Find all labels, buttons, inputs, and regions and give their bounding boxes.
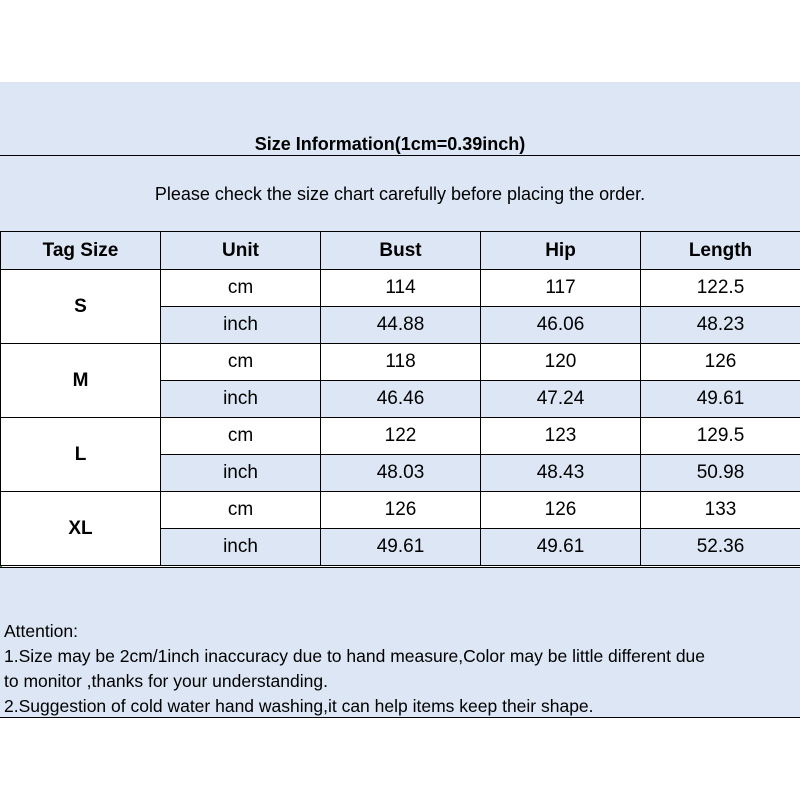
- bust-cell: 114: [321, 270, 481, 307]
- attention-note-1: 1.Size may be 2cm/1inch inaccuracy due to hand measure,Color may be little different due: [4, 646, 706, 666]
- length-cell: 49.61: [641, 381, 800, 418]
- length-cell: 122.5: [641, 270, 800, 307]
- hip-cell: 49.61: [481, 529, 641, 566]
- unit-cell: cm: [161, 344, 321, 381]
- bust-cell: 118: [321, 344, 481, 381]
- size-table: [0, 231, 800, 566]
- bust-cell: 126: [321, 492, 481, 529]
- tag-size-cell: S: [1, 270, 161, 344]
- attention-note-1-cont: to monitor ,thanks for your understanding.: [4, 671, 328, 691]
- table-row: [1, 492, 800, 529]
- header-hip: Hip: [481, 232, 641, 270]
- length-cell: 129.5: [641, 418, 800, 455]
- length-cell: 126: [641, 344, 800, 381]
- attention-note-2: 2.Suggestion of cold water hand washing,it can help items keep their shape.: [4, 696, 594, 716]
- length-cell: 50.98: [641, 455, 800, 492]
- hip-cell: 47.24: [481, 381, 641, 418]
- header-bust: Bust: [321, 232, 481, 270]
- hip-cell: 120: [481, 344, 641, 381]
- bust-cell: 48.03: [321, 455, 481, 492]
- hip-cell: 117: [481, 270, 641, 307]
- bust-cell: 49.61: [321, 529, 481, 566]
- header-length: Length: [641, 232, 800, 270]
- unit-cell: cm: [161, 492, 321, 529]
- table-row: [1, 418, 800, 455]
- bust-cell: 44.88: [321, 307, 481, 344]
- size-chart-title: Size Information(1cm=0.39inch): [254, 134, 526, 154]
- hip-cell: 48.43: [481, 455, 641, 492]
- length-cell: 133: [641, 492, 800, 529]
- header-tag-size: Tag Size: [1, 232, 161, 270]
- tag-size-cell: M: [1, 344, 161, 418]
- attention-section: [0, 567, 800, 718]
- bust-cell: 46.46: [321, 381, 481, 418]
- header-unit: Unit: [161, 232, 321, 270]
- hip-cell: 46.06: [481, 307, 641, 344]
- title-row: [0, 82, 800, 156]
- bust-cell: 122: [321, 418, 481, 455]
- table-row: [1, 344, 800, 381]
- table-header-row: [1, 232, 800, 270]
- notice-row: [0, 156, 800, 232]
- tag-size-cell: XL: [1, 492, 161, 566]
- notice-text: Please check the size chart carefully before placing the order.: [154, 184, 646, 204]
- hip-cell: 126: [481, 492, 641, 529]
- unit-cell: cm: [161, 418, 321, 455]
- unit-cell: inch: [161, 529, 321, 566]
- unit-cell: inch: [161, 455, 321, 492]
- table-row: [1, 270, 800, 307]
- unit-cell: inch: [161, 381, 321, 418]
- unit-cell: inch: [161, 307, 321, 344]
- unit-cell: cm: [161, 270, 321, 307]
- attention-heading: Attention:: [4, 621, 78, 641]
- tag-size-cell: L: [1, 418, 161, 492]
- hip-cell: 123: [481, 418, 641, 455]
- length-cell: 48.23: [641, 307, 800, 344]
- length-cell: 52.36: [641, 529, 800, 566]
